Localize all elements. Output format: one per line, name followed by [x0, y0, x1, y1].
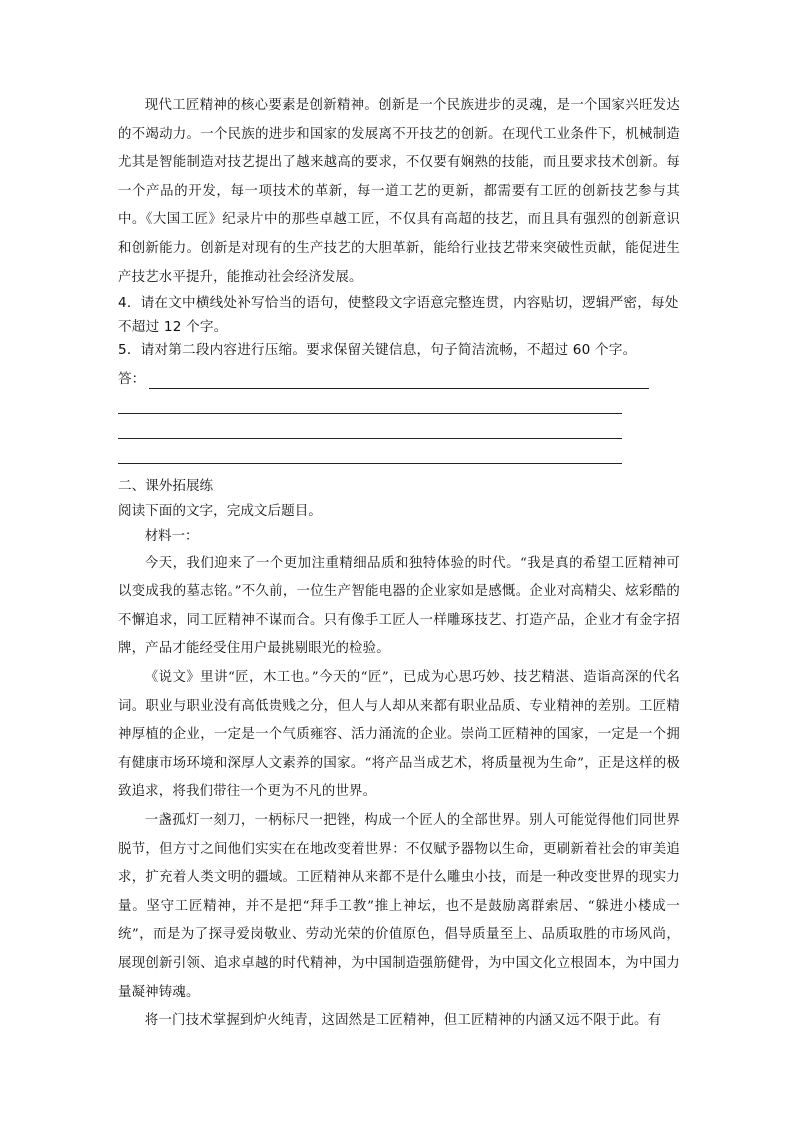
answer-area — [118, 364, 680, 464]
article-paragraph: 将一门技术掌握到炉火纯青，这固然是工匠精神，但工匠精神的内涵又远不限于此。有 — [144, 1013, 662, 1029]
question-4: 4．请在文中横线处补写恰当的语句，使整段文字语意完整连贯，内容贴切，逻辑严密，每处不超过 12 个字。 — [118, 295, 679, 335]
material-label: 材料一： — [144, 528, 199, 544]
article-paragraph: 《说文》里讲“匠，木工也。”今天的“匠”，已成为心思巧妙、技艺精湛、造诣高深的代名词。职业与职业没有高低贵贱之分，但人与人却从来都有职业品质、专业精神的差别。工匠精神厚植的企业，一定是一个气质雍容、活力涌流的企业。崇尚工匠精神的国家，一定是一个拥有健康市场环境和深厚人文素养的国家。“将产品当成艺术，将质量视为生命”，正是这样的极致追求，将我们带往一个更为不凡的世界。 — [118, 670, 680, 800]
answer-line[interactable] — [149, 370, 649, 389]
section-title: 二、课外拓展练 — [118, 477, 214, 494]
article-paragraph: 一盏孤灯一刻刀，一柄标尺一把锉，构成一个匠人的全部世界。别人可能觉得他们同世界脱节，但方寸之间他们实实在在地改变着世界：不仅赋予器物以生命，更刷新着社会的审美追求，扩充着人类文明的疆域。工匠精神从来都不是什么雕虫小技，而是一种改变世界的现实力量。坚守工匠精神，并不是把“拜手工教”推上神坛，也不是鼓励离群索居、“躲进小楼成一统”，而是为了探寻爱岗敬业、劳动光荣的价值原色，倡导质量至上、品质取胜的市场风尚，展现创新引领、追求卓越的时代精神，为中国制造强筋健骨，为中国文化立根固本，为中国力量凝神铸魂。 — [118, 813, 680, 1000]
document-page — [118, 92, 680, 1036]
answer-first-row — [118, 364, 680, 389]
answer-line[interactable] — [118, 389, 622, 414]
answer-line[interactable] — [118, 414, 622, 439]
reading-instruction: 阅读下面的文字，完成文后题目。 — [118, 502, 322, 519]
answer-label: 答： — [118, 370, 146, 387]
passage-paragraph: 现代工匠精神的核心要素是创新精神。创新是一个民族进步的灵魂，是一个国家兴旺发达的不竭动力。一个民族的进步和国家的发展离不开技艺的创新。在现代工业条件下，机械制造尤其是智能制造对技艺提出了越来越高的要求，不仅要有娴熟的技能，而且要求技术创新。每一个产品的开发，每一项技术的革新，每一道工艺的更新，都需要有工匠的创新技艺参与其中。《大国工匠》纪录片中的那些卓越工匠，不仅具有高超的技艺，而且具有强烈的创新意识和创新能力。创新是对现有的生产技艺的大胆革新，能给行业技艺带来突破性贡献，能促进生产技艺水平提升，能推动社会经济发展。 — [118, 98, 680, 285]
article-paragraph: 今天，我们迎来了一个更加注重精细品质和独特体验的时代。“我是真的希望工匠精神可以变成我的墓志铭。”不久前，一位生产智能电器的企业家如是感慨。企业对高精尖、炫彩酷的不懈追求，同工匠精神不谋而合。只有像手工匠人一样雕琢技艺、打造产品，企业才有金字招牌，产品才能经受住用户最挑剔眼光的检验。 — [118, 555, 680, 657]
question-5: 5．请对第二段内容进行压缩。要求保留关键信息，句子简洁流畅，不超过 60 个字。 — [118, 342, 637, 359]
answer-line[interactable] — [118, 439, 622, 464]
